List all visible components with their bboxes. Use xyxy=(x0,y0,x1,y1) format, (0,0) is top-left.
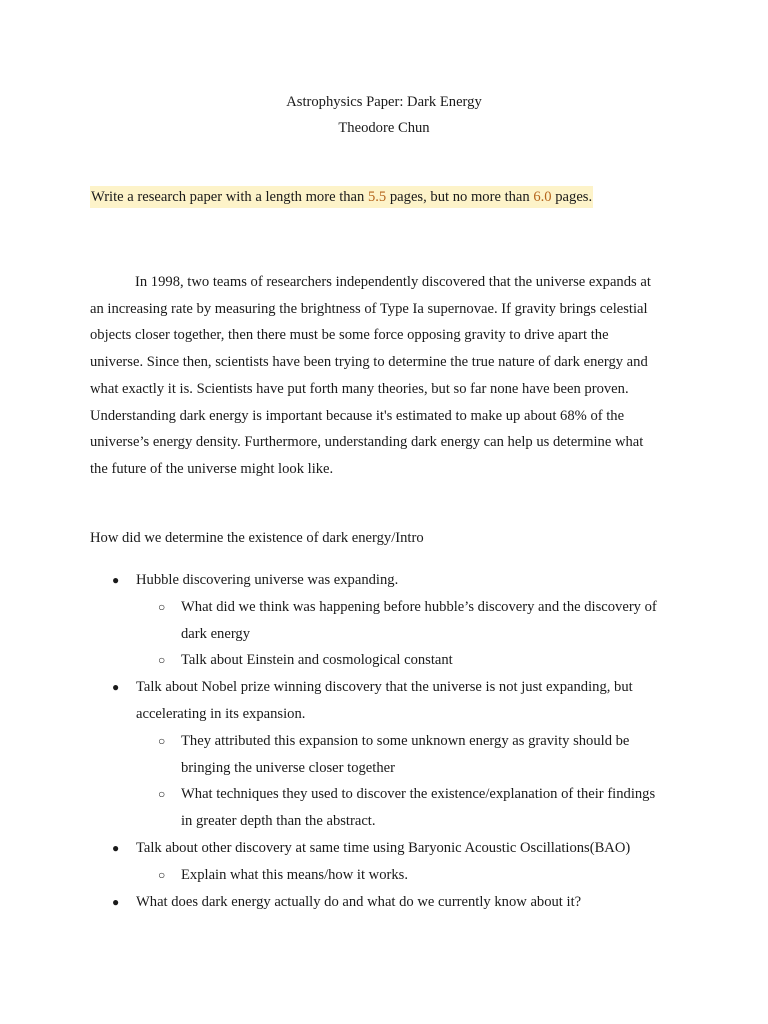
paragraph-line: universe’s energy density. Furthermore, understanding dark energy can help us determine what xyxy=(90,434,644,451)
sub-bullet-marker: ○ xyxy=(158,733,166,748)
outline-item xyxy=(0,647,768,674)
outline-item-text: What did we think was happening before hubble’s discovery and the discovery of xyxy=(181,598,657,615)
outline-item-text: What does dark energy actually do and what do we currently know about it? xyxy=(136,893,582,910)
outline-item xyxy=(0,755,768,782)
instruction-text-middle: pages, but no more than xyxy=(386,189,534,205)
sub-bullet-marker: ○ xyxy=(158,599,166,614)
outline-item xyxy=(0,567,768,594)
section-heading: How did we determine the existence of dark energy/Intro xyxy=(90,530,424,546)
outline-item-text: dark energy xyxy=(181,625,251,642)
outline-item xyxy=(0,889,768,916)
outline-item xyxy=(0,781,768,808)
bullet-marker: ● xyxy=(112,573,120,587)
outline-item-text: Talk about Einstein and cosmological constant xyxy=(181,652,453,669)
outline-item xyxy=(0,621,768,648)
document-title: Astrophysics Paper: Dark Energy xyxy=(286,94,482,110)
outline-item-text: Talk about Nobel prize winning discovery that the universe is not just expanding, but xyxy=(136,679,633,696)
assignment-instruction xyxy=(90,186,593,208)
outline-item xyxy=(0,701,768,728)
instruction-min-pages: 5.5 xyxy=(367,189,387,205)
outline-item-text: They attributed this expansion to some unknown energy as gravity should be xyxy=(181,732,630,749)
instruction-text-end: pages. xyxy=(551,189,593,205)
document-author: Theodore Chun xyxy=(338,120,430,136)
outline-item xyxy=(0,594,768,621)
outline-item xyxy=(0,835,768,862)
outline-item xyxy=(0,728,768,755)
paragraph-line: universe. Since then, scientists have been trying to determine the true nature of dark energy and xyxy=(90,354,648,371)
outline-item-text: in greater depth than the abstract. xyxy=(181,813,376,830)
outline-item-text: Hubble discovering universe was expanding. xyxy=(136,572,399,588)
instruction-text-start: Write a research paper with a length more than xyxy=(91,189,368,205)
outline-item-text: Talk about other discovery at same time using Baryonic Acoustic Oscillations(BAO) xyxy=(136,839,631,856)
outline-item xyxy=(0,862,768,889)
outline-item-text: accelerating in its expansion. xyxy=(136,705,306,722)
sub-bullet-marker: ○ xyxy=(158,787,166,802)
paragraph-line: what exactly it is. Scientists have put forth many theories, but so far none have been proven. xyxy=(90,380,629,397)
paragraph-line: an increasing rate by measuring the brightness of Type Ia supernovae. If gravity brings celestial xyxy=(90,300,648,317)
sub-bullet-marker: ○ xyxy=(158,867,166,882)
outline-item-text: bringing the universe closer together xyxy=(181,759,395,776)
bullet-marker: ● xyxy=(112,894,120,909)
outline-item-text: What techniques they used to discover the existence/explanation of their findings xyxy=(181,786,656,803)
sub-bullet-marker: ○ xyxy=(158,653,166,668)
bullet-marker: ● xyxy=(112,840,120,855)
instruction-max-pages: 6.0 xyxy=(533,189,552,205)
outline-list xyxy=(0,567,768,915)
paragraph-line: Understanding dark energy is important because it's estimated to make up about 68% of the xyxy=(90,407,625,424)
outline-item-text: Explain what this means/how it works. xyxy=(181,866,408,883)
paragraph-line: In 1998, two teams of researchers independently discovered that the universe expands at xyxy=(135,274,651,290)
outline-item xyxy=(0,674,768,701)
paragraph-line: objects closer together, then there must be some force opposing gravity to drive apart the xyxy=(90,327,609,344)
bullet-marker: ● xyxy=(112,680,120,695)
paragraph-line: the future of the universe might look like. xyxy=(90,460,334,477)
intro-paragraph xyxy=(90,269,680,483)
outline-item xyxy=(0,808,768,835)
